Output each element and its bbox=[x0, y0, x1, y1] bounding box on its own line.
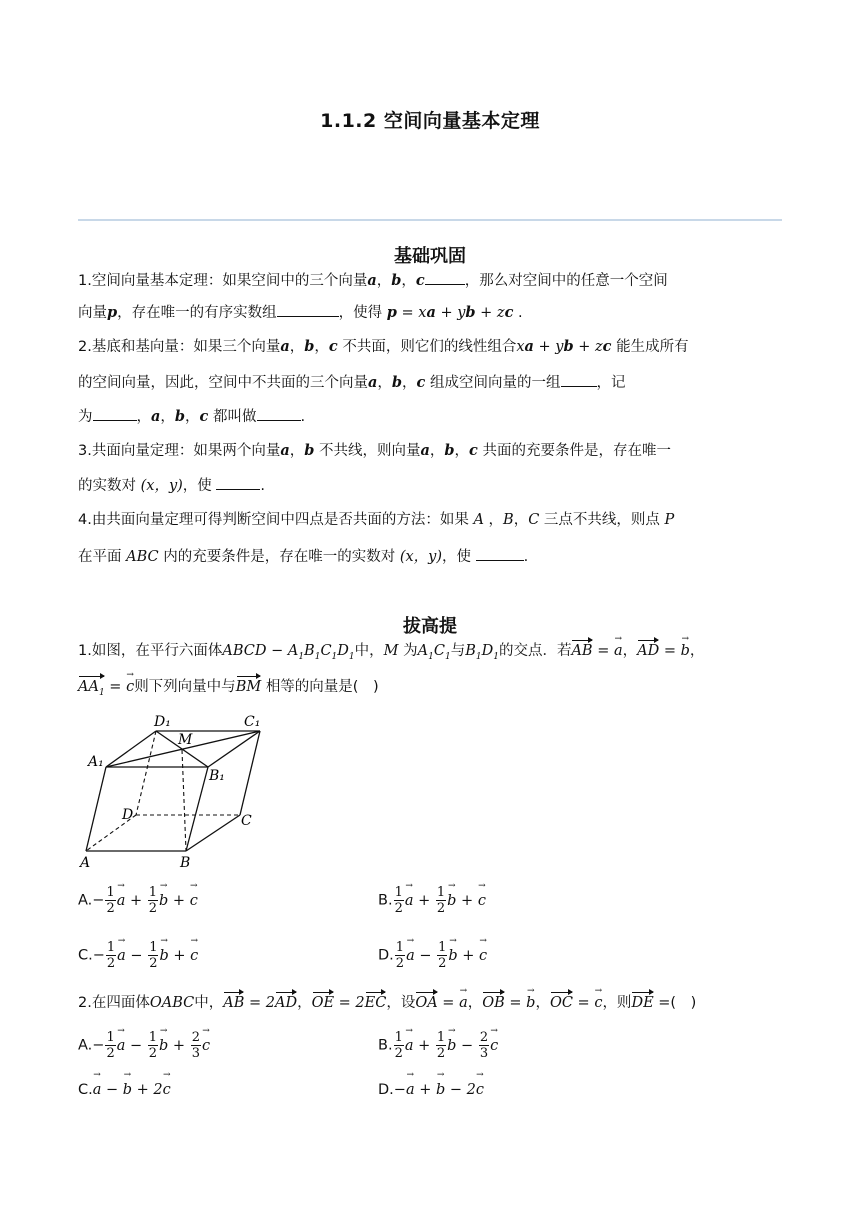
p2-line1: 2.在四面体OABC中，AB = 2AD，OE = 2EC，设OA = → a，OB = → b，OC = → c，则DE =( ) bbox=[78, 993, 783, 1013]
q1-line2: 向量p，存在唯一的有序实数组 ，使得 p = xa + yb + zc . bbox=[78, 304, 523, 321]
q4-line1: 4.由共面向量定理可得判断空间中四点是否共面的方法：如果 A ，B，C 三点不共线，则点 P bbox=[78, 512, 675, 528]
q2-line2: 的空间向量，因此，空间中不共面的三个向量a，b，c 组成空间向量的一组 ，记 bbox=[78, 374, 626, 391]
page-title: 1.1.2 空间向量基本定理 bbox=[320, 110, 540, 132]
label-M: M bbox=[178, 732, 193, 748]
blank[interactable] bbox=[425, 270, 465, 285]
label-D1: D₁ bbox=[154, 714, 171, 730]
q3-line1: 3.共面向量定理：如果两个向量a，b 不共线，则向量a，b，c 共面的充要条件是，存在唯一 bbox=[78, 442, 671, 459]
label-A1: A₁ bbox=[88, 754, 104, 770]
label-A: A bbox=[80, 855, 91, 871]
label-B: B bbox=[180, 855, 191, 871]
p1-line1: 1.如图，在平行六面体ABCD − $A_1B_1C_1D_1$中，M 为$A_1C_1$与$B_1D_1$的交点．若AB = → a，AD = → b， bbox=[78, 641, 783, 667]
blank[interactable] bbox=[216, 475, 260, 490]
label-B1: B₁ bbox=[209, 768, 225, 784]
q3-line2: 的实数对 (x，y)，使 . bbox=[78, 475, 783, 496]
label-C: C bbox=[241, 813, 252, 829]
p1-option-d[interactable]: D. $\frac{1}{2}$ → a − $\frac{1}{2}$ → b + → c bbox=[378, 940, 487, 971]
q2-line1: 2.基底和基向量：如果三个向量a，b，c 不共面，则它们的线性组合xa + yb + zc 能生成所有 bbox=[78, 338, 689, 355]
blank[interactable] bbox=[561, 372, 597, 387]
label-D: D bbox=[122, 807, 134, 823]
label-C1: C₁ bbox=[244, 714, 261, 730]
section-heading-basic: 基础巩固 bbox=[394, 246, 466, 267]
p1-option-a[interactable]: A.− $\frac{1}{2}$ → a + $\frac{1}{2}$ → b + → c bbox=[78, 885, 198, 916]
blank[interactable] bbox=[476, 546, 524, 561]
p2-option-b[interactable]: B. $\frac{1}{2}$ → a + $\frac{1}{2}$ → b − $\frac{2}{3}$ → c bbox=[378, 1030, 498, 1061]
p1-option-c[interactable]: C.− $\frac{1}{2}$ → a − $\frac{1}{2}$ → b + → c bbox=[78, 940, 198, 971]
blank[interactable] bbox=[277, 302, 339, 317]
blank[interactable] bbox=[257, 406, 301, 421]
divider bbox=[78, 219, 782, 221]
q2-line3: 为 ，a，b，c 都叫做 . bbox=[78, 408, 306, 425]
p2-option-c[interactable]: C.→ a − → b + 2→ c bbox=[78, 1082, 171, 1098]
p2-option-d[interactable]: D.−→ a + → b − 2→ c bbox=[378, 1082, 484, 1098]
p2-option-a[interactable]: A.− $\frac{1}{2}$ → a − $\frac{1}{2}$ → b + $\frac{2}{3}$ → c bbox=[78, 1030, 210, 1061]
parallelepiped-figure bbox=[78, 712, 268, 872]
p1-line2: $AA_1$ = → c则下列向量中与BM 相等的向量是( ) bbox=[78, 677, 783, 703]
blank[interactable] bbox=[93, 406, 137, 421]
section-heading-advanced: 拔高提 bbox=[403, 616, 457, 637]
p1-option-b[interactable]: B. $\frac{1}{2}$ → a + $\frac{1}{2}$ → b + → c bbox=[378, 885, 486, 916]
q4-line2: 在平面 ABC 内的充要条件是，存在唯一的实数对 (x，y)，使 . bbox=[78, 546, 783, 567]
q1-line1: 1.空间向量基本定理：如果空间中的三个向量a，b，c ，那么对空间中的任意一个空间 bbox=[78, 272, 668, 289]
